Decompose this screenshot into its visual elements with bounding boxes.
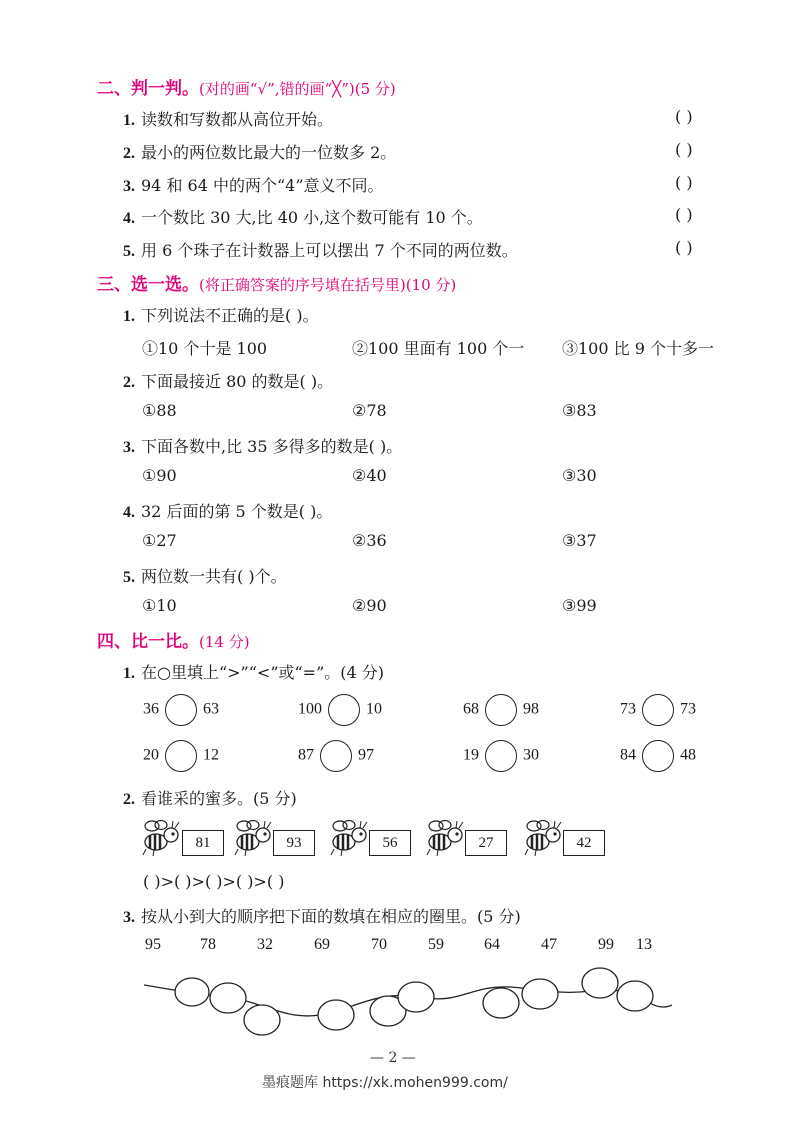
compare-right: 97 <box>358 746 374 764</box>
question-text: 读数和写数都从高位开始。 <box>141 110 334 129</box>
question-text: 32 后面的第 5 个数是( )。 <box>141 502 333 521</box>
s3-q4-option-2[interactable]: ②36 <box>352 531 387 550</box>
s2-answer-paren-3[interactable]: ( ) <box>675 173 693 192</box>
question-text: 在○里填上“>”“<”或“=”。(4 分) <box>141 663 385 682</box>
number-8: 99 <box>598 936 614 953</box>
section4-heading <box>97 627 250 652</box>
question-text: 下列说法不正确的是( )。 <box>141 306 319 325</box>
honey-value-box: 27 <box>465 830 507 856</box>
s3-question-4 <box>123 499 332 522</box>
s3-q5-option-2[interactable]: ②90 <box>352 596 387 615</box>
s3-q1-option-1[interactable]: ①10 个十是 100 <box>142 339 268 358</box>
s2-question-3 <box>123 173 384 196</box>
s3-q5-option-3[interactable]: ③99 <box>562 596 597 615</box>
number-7: 47 <box>541 936 557 953</box>
section2-heading <box>97 74 396 99</box>
s4-question-1 <box>123 660 384 683</box>
question-text: 一个数比 30 大,比 40 小,这个数可能有 10 个。 <box>141 208 483 227</box>
section4-note: (14 分) <box>199 633 250 651</box>
compare-right: 73 <box>680 700 696 718</box>
number-1: 78 <box>200 936 216 953</box>
s2-answer-paren-2[interactable]: ( ) <box>675 140 693 159</box>
section2-title: 二、判一判。 <box>97 79 199 99</box>
number-2: 32 <box>257 936 273 953</box>
compare-left: 87 <box>298 746 314 764</box>
compare-item <box>463 740 539 772</box>
bee-icon <box>424 818 466 858</box>
compare-right: 98 <box>523 700 539 718</box>
question-number: 5. <box>123 569 135 586</box>
number-0: 95 <box>145 936 161 953</box>
number-3: 69 <box>314 936 330 953</box>
bead-oval[interactable] <box>175 978 209 1006</box>
s3-q3-option-2[interactable]: ②40 <box>352 466 387 485</box>
s3-q3-option-1[interactable]: ①90 <box>142 466 177 485</box>
question-text: 看谁采的蜜多。(5 分) <box>141 789 297 808</box>
section3-title: 三、选一选。 <box>97 275 199 295</box>
ordering-answer-line[interactable]: ( )>( )>( )>( )>( ) <box>143 872 285 891</box>
number-5: 59 <box>428 936 444 953</box>
compare-item <box>463 694 539 726</box>
bead-oval[interactable] <box>483 988 519 1018</box>
question-text: 下面各数中,比 35 多得多的数是( )。 <box>141 437 403 456</box>
s2-answer-paren-1[interactable]: ( ) <box>675 107 693 126</box>
question-number: 3. <box>123 178 135 195</box>
section4-title: 四、比一比。 <box>97 632 199 652</box>
question-text: 94 和 64 中的两个“4”意义不同。 <box>141 176 384 195</box>
question-number: 1. <box>123 665 135 682</box>
compare-circle[interactable] <box>642 740 674 772</box>
compare-item <box>620 740 696 772</box>
s4-question-2 <box>123 786 297 809</box>
compare-left: 68 <box>463 700 479 718</box>
compare-right: 10 <box>366 700 382 718</box>
compare-item <box>620 694 696 726</box>
s3-question-3 <box>123 434 402 457</box>
honey-value-box: 93 <box>273 830 315 856</box>
compare-item <box>298 740 374 772</box>
honey-value-box: 56 <box>369 830 411 856</box>
question-text: 按从小到大的顺序把下面的数填在相应的圈里。(5 分) <box>141 907 521 926</box>
compare-left: 36 <box>143 700 159 718</box>
compare-circle[interactable] <box>485 740 517 772</box>
compare-circle[interactable] <box>165 694 197 726</box>
s4-question-3 <box>123 904 521 927</box>
number-9: 13 <box>636 936 652 953</box>
bee-icon <box>232 818 274 858</box>
compare-right: 30 <box>523 746 539 764</box>
compare-left: 73 <box>620 700 636 718</box>
question-text: 下面最接近 80 的数是( )。 <box>141 372 334 391</box>
compare-circle[interactable] <box>485 694 517 726</box>
compare-circle[interactable] <box>642 694 674 726</box>
bead-oval[interactable] <box>398 982 434 1012</box>
s3-q5-option-1[interactable]: ①10 <box>142 596 177 615</box>
number-6: 64 <box>484 936 500 953</box>
compare-left: 20 <box>143 746 159 764</box>
s3-question-5 <box>123 564 287 587</box>
s3-q2-option-3[interactable]: ③83 <box>562 401 597 420</box>
s3-q2-option-1[interactable]: ①88 <box>142 401 177 420</box>
bead-oval[interactable] <box>522 979 558 1009</box>
question-number: 2. <box>123 791 135 808</box>
question-text: 两位数一共有( )个。 <box>141 567 287 586</box>
question-number: 5. <box>123 243 135 260</box>
bead-oval[interactable] <box>318 1000 354 1030</box>
compare-right: 48 <box>680 746 696 764</box>
s3-q4-option-3[interactable]: ③37 <box>562 531 597 550</box>
question-number: 2. <box>123 374 135 391</box>
number-4: 70 <box>371 936 387 953</box>
bead-oval[interactable] <box>617 981 653 1011</box>
question-number: 3. <box>123 439 135 456</box>
s2-question-1 <box>123 107 333 130</box>
s3-question-1 <box>123 303 319 326</box>
question-number: 2. <box>123 145 135 162</box>
section3-heading <box>97 270 456 295</box>
question-number: 4. <box>123 210 135 227</box>
compare-circle[interactable] <box>165 740 197 772</box>
compare-right: 12 <box>203 746 219 764</box>
question-text: 最小的两位数比最大的一位数多 2。 <box>141 143 397 162</box>
question-number: 1. <box>123 308 135 325</box>
compare-item <box>298 694 382 726</box>
compare-left: 19 <box>463 746 479 764</box>
honey-value-box: 42 <box>563 830 605 856</box>
s2-answer-paren-5[interactable]: ( ) <box>675 238 693 257</box>
s3-q3-option-3[interactable]: ③30 <box>562 466 597 485</box>
compare-left: 100 <box>298 700 322 718</box>
bead-oval[interactable] <box>244 1005 280 1035</box>
question-number: 1. <box>123 112 135 129</box>
bead-string-diagram <box>140 965 680 1045</box>
s2-question-5 <box>123 238 518 261</box>
bee-icon <box>522 818 564 858</box>
s2-answer-paren-4[interactable]: ( ) <box>675 205 693 224</box>
section2-note: (对的画“√”,错的画“╳”)(5 分) <box>199 80 396 98</box>
compare-circle[interactable] <box>320 740 352 772</box>
s3-question-2 <box>123 369 333 392</box>
compare-item <box>143 694 219 726</box>
s3-q4-option-1[interactable]: ①27 <box>142 531 177 550</box>
s2-question-2 <box>123 140 396 163</box>
question-number: 4. <box>123 504 135 521</box>
bee-icon <box>328 818 370 858</box>
s3-q2-option-2[interactable]: ②78 <box>352 401 387 420</box>
page-number: — 2 — <box>370 1050 416 1066</box>
s3-q1-option-2[interactable]: ②100 里面有 100 个一 <box>352 339 525 358</box>
bead-oval[interactable] <box>210 983 246 1013</box>
compare-left: 84 <box>620 746 636 764</box>
compare-item <box>143 740 219 772</box>
compare-right: 63 <box>203 700 219 718</box>
question-number: 3. <box>123 909 135 926</box>
question-text: 用 6 个珠子在计数器上可以摆出 7 个不同的两位数。 <box>141 241 518 260</box>
s3-q1-option-3[interactable]: ③100 比 9 个十多一 <box>562 339 714 358</box>
compare-circle[interactable] <box>328 694 360 726</box>
honey-value-box: 81 <box>182 830 224 856</box>
footer-site[interactable]: 墨痕题库 https://xk.mohen999.com/ <box>262 1075 508 1091</box>
bead-oval[interactable] <box>582 968 618 998</box>
bee-icon <box>140 818 182 858</box>
section3-note: (将正确答案的序号填在括号里)(10 分) <box>199 276 457 294</box>
s2-question-4 <box>123 205 483 228</box>
